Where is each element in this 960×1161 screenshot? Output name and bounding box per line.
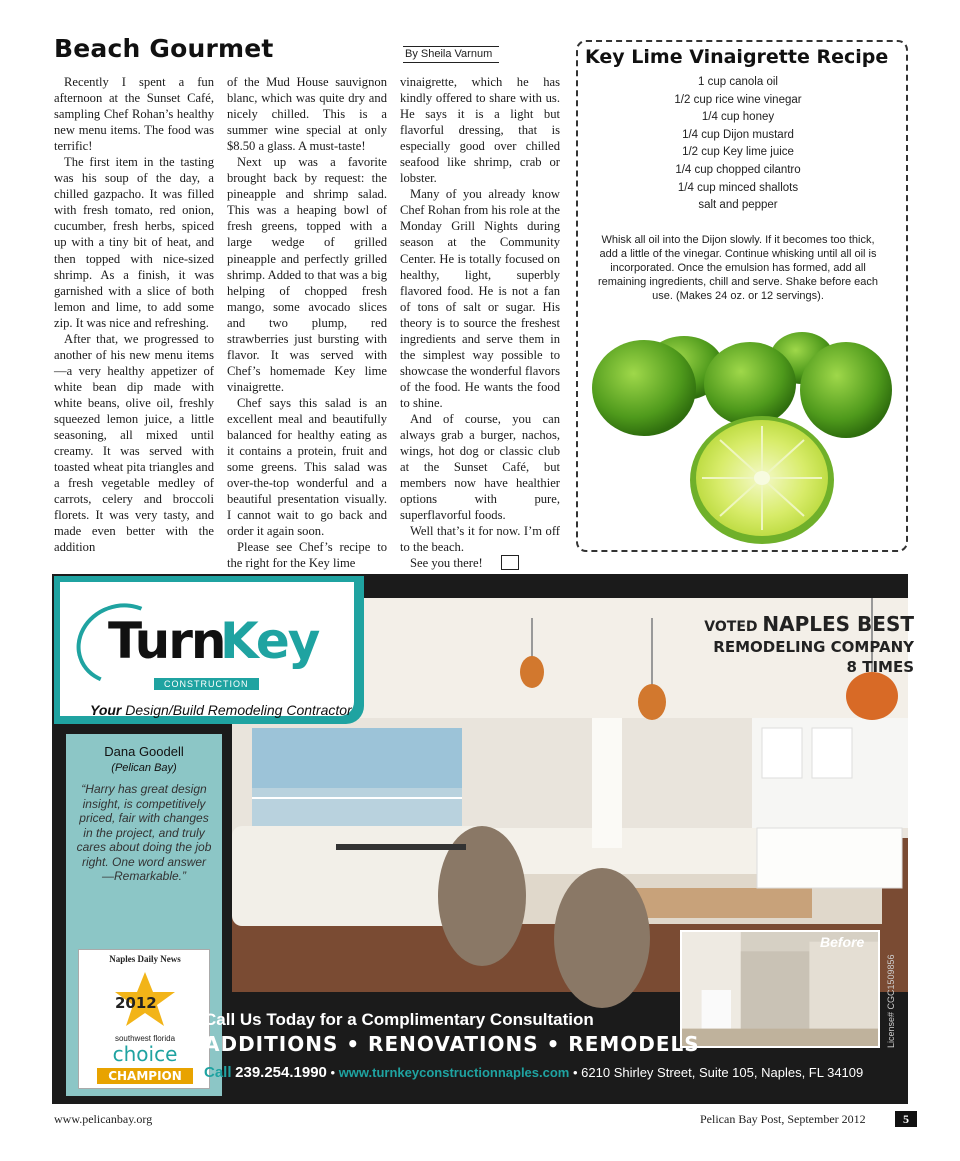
logo-panel-inner bbox=[60, 582, 354, 716]
voted-line-2: REMODELING COMPANY bbox=[713, 638, 914, 656]
logo-word-turn: Turn bbox=[108, 612, 225, 670]
article-paragraph: The first item in the tasting was his soup of the day, a chilled gazpacho. It was filled with fresh tomato, red onion, cucumber, fresh herbs, spiced up with a tiny bit of heat, and then topped with nice-sized shrimp. As a finish, it was garnished with a slice of both lemon and lime, to add some zip. It was nice and refreshing. bbox=[54, 155, 214, 330]
article-paragraph: of the Mud House sauvignon blanc, which was quite dry and nicely chilled. This is a summer wine special at only $8.50 a glass. A must-taste! bbox=[227, 75, 387, 154]
article-paragraph: Recently I spent a fun afternoon at the Sunset Café, sampling Chef Rohan’s healthy new menu items. The food was terrific! bbox=[54, 75, 214, 154]
article-paragraph: vinaigrette, which he has kindly offered to share with us. He says it is a light but flavorful dressing, that is especially good over chilled seafood like shrimp, crab or lobster. bbox=[400, 75, 560, 186]
voted-naples-best: NAPLES BEST bbox=[762, 612, 914, 636]
cta-contact-line bbox=[204, 1064, 863, 1081]
article-byline: By Sheila Varnum bbox=[403, 46, 499, 63]
cta-phone[interactable]: 239.254.1990 bbox=[235, 1064, 327, 1081]
testimonial-name: Dana Goodell bbox=[104, 744, 184, 759]
recipe-title: Key Lime Vinaigrette Recipe bbox=[585, 46, 889, 68]
tagline-rest: Design/Build Remodeling Contractor bbox=[121, 702, 352, 718]
voted-banner bbox=[664, 612, 914, 676]
badge-publication: Naples Daily News bbox=[109, 954, 181, 964]
ingredient-item: 1/2 cup rice wine vinegar bbox=[674, 93, 802, 106]
page-number: 5 bbox=[895, 1111, 917, 1127]
logo-tagline bbox=[90, 702, 352, 718]
logo-construction-label: CONSTRUCTION bbox=[154, 678, 259, 690]
ingredient-item: 1/2 cup Key lime juice bbox=[682, 146, 794, 159]
voted-line-3: 8 TIMES bbox=[846, 658, 914, 676]
ingredient-item: 1/4 cup minced shallots bbox=[677, 181, 799, 194]
article-paragraph: Well that’s it for now. I’m off to the beach. bbox=[400, 524, 560, 555]
testimonial-quote: “Harry has great design insight, is competitively priced, fair with changes in the project, and truly cares about doing the job right. One word answer—Remarkable.” bbox=[76, 782, 212, 883]
article-paragraph: After that, we progressed to another of his new menu items—a very healthy appetizer of white bean dip made with white beans, olive oil, freshly squeezed lemon juice, a little seasoning, all mixed until creamy. It was served with toasted wheat pita triangles and a fresh vegetable medley of carrots, celery and broccoli florets. It was very tasty, and made even better with the addition bbox=[54, 331, 214, 555]
ingredient-item: 1 cup canola oil bbox=[698, 76, 778, 88]
choice-champion-badge bbox=[78, 949, 210, 1089]
ingredient-item: salt and pepper bbox=[698, 199, 778, 212]
testimonial-location: (Pelican Bay) bbox=[111, 762, 177, 774]
logo-panel bbox=[54, 576, 364, 724]
before-label: Before bbox=[820, 934, 865, 950]
article-paragraph bbox=[400, 555, 560, 572]
badge-champion: CHAMPION bbox=[97, 1068, 193, 1084]
article-column-1 bbox=[54, 74, 214, 560]
voted-prefix: VOTED bbox=[704, 619, 758, 635]
tagline-bold: Your bbox=[90, 702, 122, 718]
signoff-text: See you there! bbox=[410, 556, 483, 571]
ingredient-item: 1/4 cup honey bbox=[701, 111, 775, 124]
logo-word-key: Key bbox=[220, 612, 319, 670]
article-paragraph: Many of you already know Chef Rohan from his role at the Monday Grill Nights during season at the Community Center. He is totally focused on healthy, light, superbly flavored food. He is not a fan of tons of salt or sugar. His theory is to source the freshest ingredients and serve them in the simplest way possible to showcase the wonderful flavors of the food. He wants the food to shine. bbox=[400, 187, 560, 410]
turnkey-advertisement bbox=[52, 574, 914, 1104]
badge-region: southwest florida bbox=[114, 1034, 176, 1043]
badge-choice: choice bbox=[112, 1042, 178, 1066]
article-column-3 bbox=[400, 74, 560, 571]
ingredient-item: 1/4 cup Dijon mustard bbox=[682, 128, 794, 141]
article-headline: Beach Gourmet bbox=[54, 34, 274, 63]
article-paragraph: Next up was a favorite brought back by request: the pineapple and shrimp salad. This was a heaping bowl of fresh greens, topped with a large wedge of grilled pineapple and perfectly grilled shrimp. Added to that was a big helping of chopped fresh mango, some avocado slices and two plump, red strawberries just bursting with flavor. It was served with Chef’s homemade Key lime vinaigrette. bbox=[227, 155, 387, 394]
recipe-method: Whisk all oil into the Dijon slowly. If it becomes too thick, add a little of the vinegar. Continue whisking until all oil is incorporated. Once the emulsion has formed, add all remaining ingredients, chill and serve. Shake before each use. (Makes 24 oz. or 12 servings). bbox=[597, 234, 879, 302]
badge-year: 2012 bbox=[115, 994, 157, 1012]
article-column-2 bbox=[227, 74, 387, 571]
cta-separator: • bbox=[569, 1065, 582, 1080]
ingredient-list bbox=[590, 74, 886, 215]
voted-line-1 bbox=[664, 612, 914, 636]
license-number: License# CGC1509856 bbox=[886, 954, 896, 1048]
article-paragraph: And of course, you can always grab a burger, nachos, wings, hot dog or classic club at the Sunset Café, but members now have healthier options with pure, superflavorful foods. bbox=[400, 411, 560, 523]
footer-website[interactable]: www.pelicanbay.org bbox=[54, 1112, 153, 1126]
cta-separator: • bbox=[326, 1065, 339, 1080]
end-mark-icon bbox=[501, 555, 519, 570]
article-paragraph: Please see Chef’s recipe to the right for the Key lime bbox=[227, 540, 387, 571]
cta-website-link[interactable]: www.turnkeyconstructionnaples.com bbox=[338, 1065, 570, 1080]
cta-headline: Call Us Today for a Complimentary Consultation bbox=[204, 1010, 594, 1029]
cta-address: 6210 Shirley Street, Suite 105, Naples, FL 34109 bbox=[581, 1065, 864, 1080]
limes-image bbox=[584, 318, 900, 546]
testimonial-panel bbox=[66, 734, 222, 1096]
ingredient-item: 1/4 cup chopped cilantro bbox=[675, 163, 801, 176]
cta-call-label: Call bbox=[204, 1064, 232, 1081]
article-paragraph: Chef says this salad is an excellent meal and beautifully balanced for healthy eating as it contains a protein, fruit and some greens. This salad was over-the-top wonderful and a beautiful presentation visually. I cannot wait to go back and order it again soon. bbox=[227, 395, 387, 539]
cta-services: ADDITIONS • RENOVATIONS • REMODELS bbox=[204, 1032, 700, 1056]
footer-publication: Pelican Bay Post, September 2012 bbox=[700, 1112, 866, 1126]
